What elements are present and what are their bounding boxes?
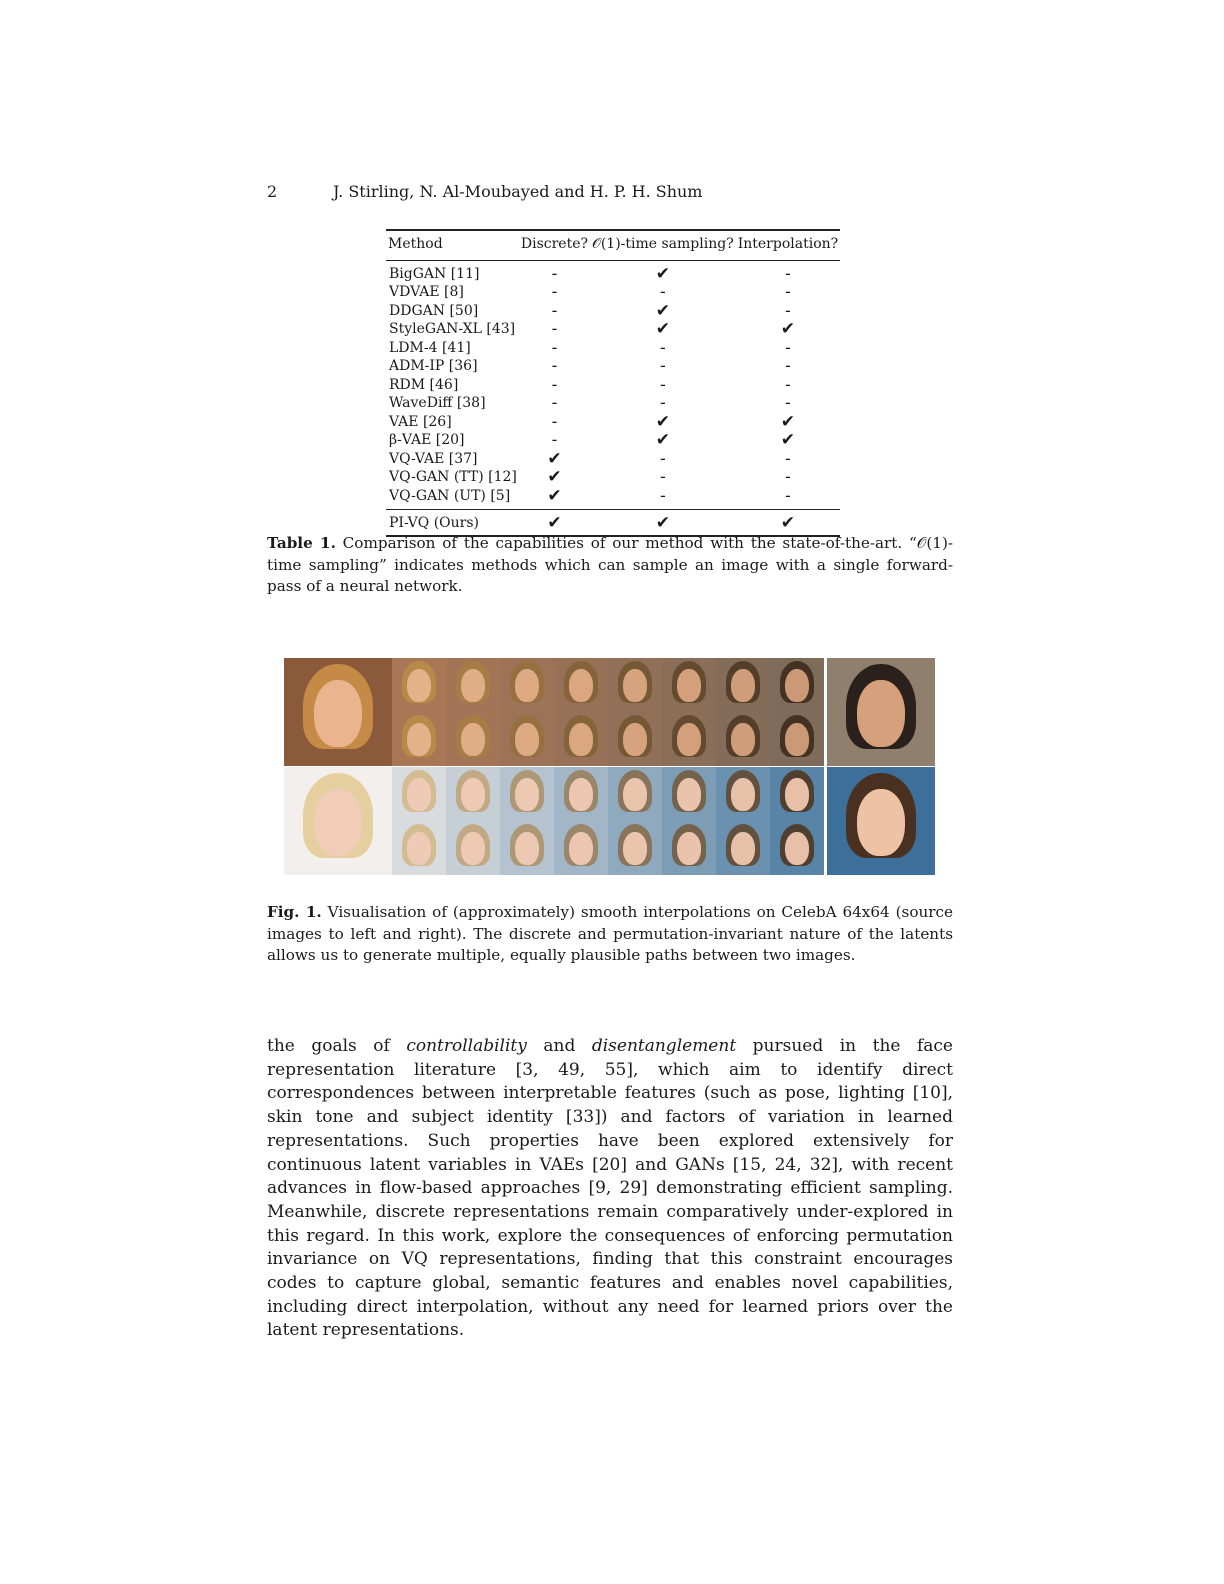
table-row xyxy=(386,357,840,376)
table-cell: ✔ xyxy=(655,411,670,432)
comparison-table xyxy=(386,229,838,537)
interpolation-image xyxy=(392,821,446,875)
running-head xyxy=(267,182,702,201)
table-cell: - xyxy=(785,374,791,395)
table-row xyxy=(386,283,840,302)
body-paragraph xyxy=(267,1035,953,1343)
table-cell: ✔ xyxy=(547,448,562,469)
interpolation-image xyxy=(608,767,662,821)
table-caption xyxy=(267,533,953,598)
table-cell: - xyxy=(659,374,666,395)
interpolation-image xyxy=(500,821,554,875)
page-number: 2 xyxy=(267,182,278,201)
table-cell: - xyxy=(551,319,558,339)
table-cell-method: β-VAE [20] xyxy=(389,432,465,448)
table-row-ours xyxy=(386,510,840,536)
table-cell: ✔ xyxy=(547,467,562,487)
table-cell-method: LDM-4 [41] xyxy=(389,339,471,356)
table-cell-method: WaveDiff [38] xyxy=(389,395,486,411)
source-image-right-bottom xyxy=(827,767,935,875)
interpolation-image xyxy=(608,658,662,712)
interpolation-image xyxy=(554,658,608,712)
table-cell: - xyxy=(785,282,791,302)
table-cell: - xyxy=(785,448,791,469)
table-cell-method: VQ-VAE [37] xyxy=(389,450,478,467)
table-caption-text: Comparison of the capabilities of our method with the state-of-the-art. “𝒪(1)-time sampling” indicates methods which can sample an image with a single forward-pass of a neural network. xyxy=(267,534,954,595)
body-text-segment: and xyxy=(526,1036,592,1056)
table-row xyxy=(386,394,840,413)
table-cell: - xyxy=(785,393,791,413)
emphasis-term: controllability xyxy=(406,1036,527,1056)
source-image-left-bottom xyxy=(284,767,392,875)
table-row xyxy=(386,339,840,358)
table-cell: - xyxy=(785,300,791,321)
table-row xyxy=(386,376,840,395)
interpolation-image xyxy=(500,658,554,712)
figure-caption xyxy=(267,902,953,967)
source-image-right-top xyxy=(827,658,935,766)
interpolation-image xyxy=(554,712,608,766)
table-cell: - xyxy=(551,430,558,450)
table-header-row xyxy=(386,230,840,260)
table-cell: ✔ xyxy=(780,430,796,450)
table-cell: - xyxy=(551,374,558,395)
table-cell-method: VAE [26] xyxy=(389,413,452,430)
interpolation-figure xyxy=(284,658,935,875)
table-cell: - xyxy=(785,467,791,487)
body-text-segment: pursued in the face representation literature [3, 49, 55], which aim to identify direct correspondences between interpretable features (such as pose, lighting [10], skin tone and subject identity [33]) and factors of variation in learned representations. Such properties have been explored extensively for continuous latent variables in VAEs [20] and GANs [15, 24, 32], with recent advances in flow-based approaches [9, 29] demonstrating efficient sampling. Meanwhile, discrete representations remain comparatively under-explored in this regard. In this work, explore the consequences of enforcing permutation invariance on VQ representations, finding that this constraint encourages codes to capture global, semantic features and enables novel capabilities, including direct interpolation, without any need for learned priors over the latent representations. xyxy=(267,1036,953,1341)
table-body xyxy=(386,260,840,510)
table-cell: - xyxy=(659,337,666,358)
interpolation-image xyxy=(770,712,824,766)
interpolation-image xyxy=(500,712,554,766)
interpolation-image xyxy=(446,712,500,766)
table-cell: - xyxy=(785,356,791,376)
table-row xyxy=(386,260,840,283)
table-cell: ✔ xyxy=(780,513,796,533)
table-cell: - xyxy=(551,337,558,358)
column-header: 𝒪(1)-time sampling? xyxy=(592,236,734,252)
interpolation-image xyxy=(770,658,824,712)
emphasis-term: disentanglement xyxy=(591,1036,737,1056)
interpolation-image xyxy=(500,767,554,821)
table-row xyxy=(386,487,840,510)
interpolation-image xyxy=(662,767,716,821)
interpolation-image xyxy=(662,821,716,875)
table-cell: - xyxy=(551,411,558,432)
column-header: Discrete? xyxy=(520,236,588,252)
table-row xyxy=(386,468,840,487)
table-cell: ✔ xyxy=(655,513,670,533)
table-cell: - xyxy=(785,485,791,506)
authors: J. Stirling, N. Al-Moubayed and H. P. H. Shum xyxy=(333,182,703,201)
table-cell: ✔ xyxy=(655,319,670,339)
interpolation-image xyxy=(392,712,446,766)
table-cell: - xyxy=(551,300,558,321)
interpolation-image xyxy=(716,821,770,875)
table-cell-method: PI-VQ (Ours) xyxy=(389,515,479,531)
table-cell: - xyxy=(551,356,558,376)
table-cell-method: RDM [46] xyxy=(389,376,459,393)
table-cell-method: VQ-GAN (UT) [5] xyxy=(389,487,511,504)
source-image-left-top xyxy=(284,658,392,766)
interpolation-image xyxy=(446,767,500,821)
figure-caption-text: Visualisation of (approximately) smooth interpolations on CelebA 64x64 (source images to left and right). The discrete and permutation-invariant nature of the latents allows us to generate multiple, equally plausible paths between two images. xyxy=(267,903,953,964)
table-row xyxy=(386,320,840,339)
table-cell: - xyxy=(551,263,558,284)
interpolation-image xyxy=(662,712,716,766)
table-cell: - xyxy=(551,282,558,302)
interpolation-image xyxy=(608,712,662,766)
interpolation-image xyxy=(554,767,608,821)
table-row xyxy=(386,302,840,321)
interpolation-image xyxy=(554,821,608,875)
table-caption-label: Table 1. xyxy=(267,534,336,552)
table-row xyxy=(386,413,840,432)
interpolation-image xyxy=(716,712,770,766)
table-cell: - xyxy=(785,263,791,284)
table-cell: ✔ xyxy=(655,263,670,284)
table-cell: - xyxy=(785,337,791,358)
table-cell: - xyxy=(659,282,666,302)
interpolation-image xyxy=(770,821,824,875)
interpolation-image xyxy=(608,821,662,875)
table-row xyxy=(386,431,840,450)
table-cell: ✔ xyxy=(780,319,796,339)
interpolation-image xyxy=(446,821,500,875)
table-cell: - xyxy=(659,448,666,469)
table-cell-method: VDVAE [8] xyxy=(389,284,464,300)
table-cell-method: BigGAN [11] xyxy=(389,265,480,282)
table-cell-method: ADM-IP [36] xyxy=(389,358,478,374)
table-cell: - xyxy=(551,393,558,413)
column-header: Method xyxy=(388,236,443,252)
interpolation-image xyxy=(716,767,770,821)
table-cell: - xyxy=(659,467,666,487)
table-cell-method: StyleGAN-XL [43] xyxy=(389,321,516,337)
table-cell: - xyxy=(659,485,666,506)
table-cell: ✔ xyxy=(655,430,670,450)
interpolation-image xyxy=(770,767,824,821)
interpolation-image xyxy=(662,658,716,712)
table-cell: ✔ xyxy=(547,513,562,533)
interpolation-image xyxy=(392,767,446,821)
interpolation-image xyxy=(446,658,500,712)
table-cell: ✔ xyxy=(780,411,796,432)
table-cell-method: DDGAN [50] xyxy=(389,302,479,319)
table-cell: ✔ xyxy=(655,300,670,321)
table-cell: - xyxy=(659,393,666,413)
table-cell: ✔ xyxy=(547,485,562,506)
column-header: Interpolation? xyxy=(737,236,839,252)
figure-caption-label: Fig. 1. xyxy=(267,903,322,921)
table-row xyxy=(386,450,840,469)
table-cell-method: VQ-GAN (TT) [12] xyxy=(389,469,517,485)
interpolation-image xyxy=(392,658,446,712)
interpolation-image xyxy=(716,658,770,712)
table-cell: - xyxy=(659,356,666,376)
body-text-segment: the goals of xyxy=(267,1036,407,1056)
